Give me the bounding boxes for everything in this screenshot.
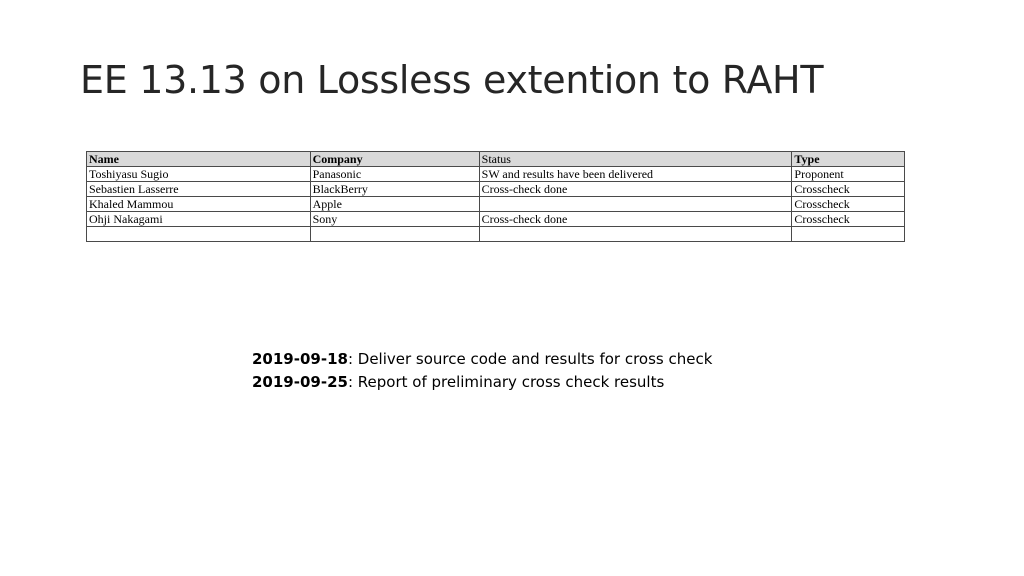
cell-name: Ohji Nakagami xyxy=(87,212,311,227)
table-row xyxy=(87,182,905,197)
schedule-item xyxy=(252,348,712,371)
cell-name: Toshiyasu Sugio xyxy=(87,167,311,182)
cell-type: Proponent xyxy=(792,167,905,182)
schedule-list xyxy=(252,348,712,394)
header-name: Name xyxy=(87,152,311,167)
cell-status xyxy=(479,227,792,242)
table-row-empty xyxy=(87,227,905,242)
header-company: Company xyxy=(310,152,479,167)
header-type: Type xyxy=(792,152,905,167)
schedule-date: 2019-09-18 xyxy=(252,350,348,368)
table-row xyxy=(87,212,905,227)
table-header-row xyxy=(87,152,905,167)
cell-company: Sony xyxy=(310,212,479,227)
cell-company: BlackBerry xyxy=(310,182,479,197)
schedule-item xyxy=(252,371,712,394)
cell-name: Sebastien Lasserre xyxy=(87,182,311,197)
cell-name xyxy=(87,227,311,242)
cell-company: Apple xyxy=(310,197,479,212)
schedule-text: : Deliver source code and results for cross check xyxy=(347,350,713,368)
cell-status: Cross-check done xyxy=(479,182,792,197)
table-row xyxy=(87,167,905,182)
cell-company xyxy=(310,227,479,242)
participants-table xyxy=(86,151,905,242)
cell-type: Crosscheck xyxy=(792,182,905,197)
cell-type: Crosscheck xyxy=(792,212,905,227)
cell-status: Cross-check done xyxy=(479,212,792,227)
cell-status: SW and results have been delivered xyxy=(479,167,792,182)
schedule-date: 2019-09-25 xyxy=(252,373,348,391)
cell-type xyxy=(792,227,905,242)
schedule-text: : Report of preliminary cross check results xyxy=(347,373,665,391)
table-row xyxy=(87,197,905,212)
slide-title: EE 13.13 on Lossless extention to RAHT xyxy=(80,58,824,102)
cell-name: Khaled Mammou xyxy=(87,197,311,212)
cell-status xyxy=(479,197,792,212)
cell-type: Crosscheck xyxy=(792,197,905,212)
cell-company: Panasonic xyxy=(310,167,479,182)
header-status: Status xyxy=(479,152,792,167)
